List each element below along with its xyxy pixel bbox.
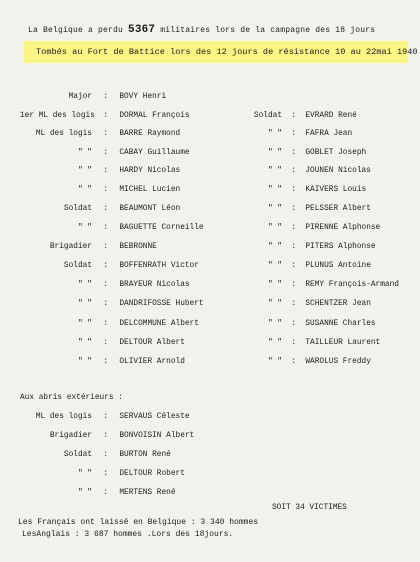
right-row: " " : REMY François-Armand [267,281,399,289]
right-row: " " : KAIVERS Louis [267,186,367,194]
shelter-row: Brigadier : BONVOISIN Albert [49,432,195,440]
left-row: " " : DELTOUR Albert [77,339,185,347]
header-number: 5367 [128,24,156,36]
right-row: " " : FAFRA Jean [267,130,353,138]
left-row: " " : HARDY Nicolas [77,167,181,175]
left-row: 1er ML des logis : DORMAL François [20,112,190,120]
left-row: ML des logis : BARRE Raymond [35,130,181,138]
right-row: " " : GOBLET Joseph [267,149,367,157]
right-row: " " : TAILLEUR Laurent [267,339,381,347]
right-row: " " : SCHENTZER Jean [267,300,371,308]
footer-line: Les Français ont laissé en Belgique : 3 340 hommes [18,518,259,527]
left-row: " " : OLIVIER Arnold [77,358,185,366]
left-row: " " : BAGUETTE Corneille [77,224,204,232]
left-row: " " : CABAY Guillaume [77,149,190,157]
right-row: " " : PITERS Alphonse [267,243,376,251]
shelter-row: Soldat : BURTON René [63,451,171,459]
left-row: " " : DANDRIFOSSE Hubert [77,300,204,308]
right-row: " " : WAROLUS Freddy [267,358,371,366]
left-row: " " : MICHEL Lucien [77,186,181,194]
header-after: militaires lors de la campagne des 18 jours [155,26,376,35]
total-victims: SOIT 34 VICTIMES [272,504,347,512]
left-row: " " : DELCOMMUNE Albert [77,320,199,328]
right-row: " " : JOUNEN Nicolas [267,167,371,175]
left-row: Brigadier : BEBRONNE [49,243,157,251]
left-row: Major : BOVY Henri [68,93,167,101]
shelter-row: ML des logis : SERVAUS Céleste [35,413,190,421]
shelter-row: " " : MERTENS René [77,489,176,497]
header-before: La Belgique a perdu [28,26,129,35]
right-row: " " : PLUNUS Antoine [267,262,371,270]
right-row: " " : PELSSER Albert [267,205,371,213]
right-row: " " : SUSANNE Charles [267,320,376,328]
shelters-heading: Aux abris extérieurs : [20,394,123,402]
subtitle: Tombés au Fort de Battice lors des 12 jours de résistance 10 au 22mai 1940 [36,47,418,57]
left-row: Soldat : BEAUMONT Léon [63,205,181,213]
shelter-row: " " : DELTOUR Robert [77,470,185,478]
right-row: " " : PIRENNE Alphonse [267,224,381,232]
left-row: Soldat : BOFFENRATH Victor [63,262,199,270]
header-line [28,24,375,36]
footer-line: LesAnglais : 3 687 hommes .Lors des 18jours. [22,530,234,539]
left-row: " " : BRAYEUR Nicolas [77,281,190,289]
right-row: Soldat : EVRARD René [253,112,357,120]
